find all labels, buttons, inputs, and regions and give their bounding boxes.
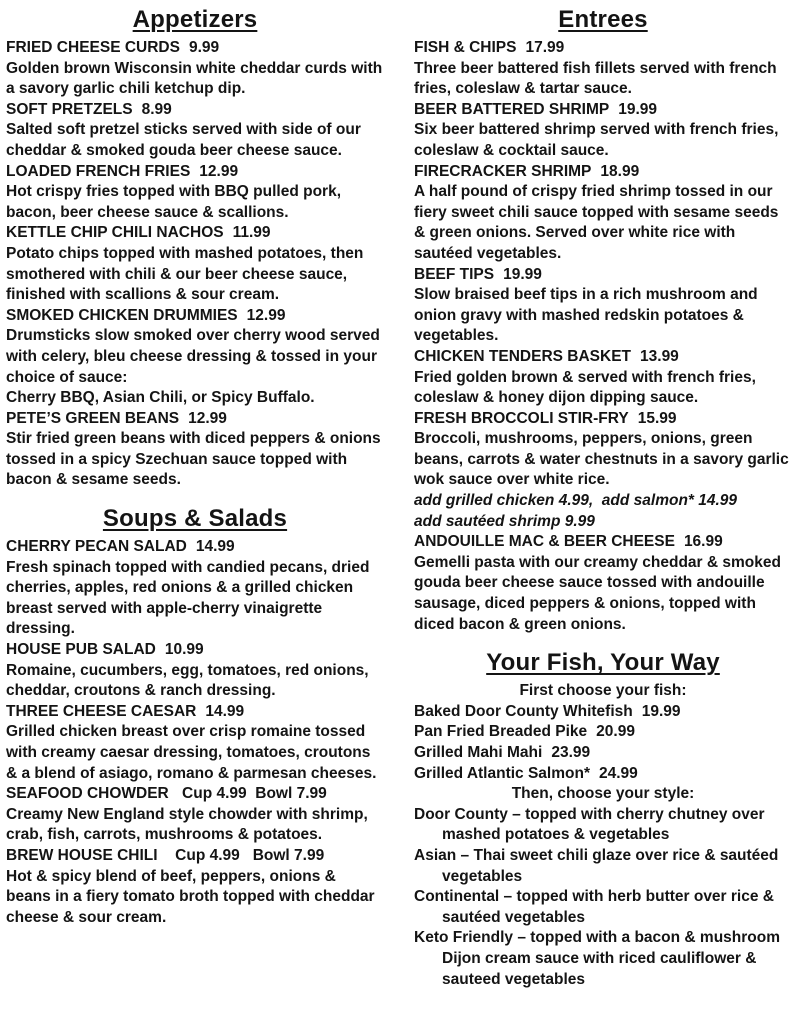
menu-item-header bbox=[6, 38, 384, 59]
menu-item bbox=[6, 100, 384, 162]
menu-item bbox=[414, 409, 792, 533]
fish-option-name: Grilled Mahi Mahi bbox=[414, 744, 543, 761]
menu-item bbox=[6, 640, 384, 702]
choose-style-label: Then, choose your style: bbox=[511, 785, 695, 803]
fish-option bbox=[414, 722, 792, 743]
menu-section-appetizers bbox=[6, 5, 387, 491]
menu-item-description: Romaine, cucumbers, egg, tomatoes, red onions, cheddar, croutons & ranch dressing. bbox=[6, 661, 373, 700]
menu-item-description: Three beer battered fish fillets served with french fries, coleslaw & tartar sauce. bbox=[414, 59, 781, 98]
menu-item-price: 18.99 bbox=[600, 162, 640, 180]
menu-item-price: 10.99 bbox=[164, 641, 204, 659]
menu-item bbox=[6, 306, 384, 409]
menu-item bbox=[414, 265, 792, 347]
menu-item-header bbox=[414, 532, 792, 553]
menu-item-name: SEAFOOD CHOWDER bbox=[6, 785, 169, 803]
menu-item bbox=[6, 38, 387, 100]
menu-item-description: Drumsticks slow smoked over cherry wood served with celery, bleu cheese dressing & tossed in your choice of sauce: bbox=[6, 327, 385, 386]
menu-item-description: Broccoli, mushrooms, peppers, onions, green beans, carrots & water chestnuts in a savory garlic wok sauce over white rice. bbox=[414, 430, 794, 489]
menu-item-price: 13.99 bbox=[640, 347, 679, 365]
menu-item bbox=[414, 38, 792, 100]
fish-option bbox=[414, 764, 792, 785]
menu-item-description: Stir fried green beans with diced peppers & onions tossed in a spicy Szechuan sauce topped with bacon & sesame seeds. bbox=[6, 430, 385, 489]
menu-item-header bbox=[6, 162, 384, 183]
menu-item-header bbox=[6, 784, 384, 805]
menu-item-header bbox=[6, 537, 384, 558]
menu-item-price: 11.99 bbox=[232, 224, 271, 242]
menu-item bbox=[6, 784, 384, 846]
menu-item-description: Gemelli pasta with our creamy cheddar & smoked gouda beer cheese sauce tossed with andouille sausage, diced peppers & onions, topped with diced bacon & green onions. bbox=[414, 553, 786, 633]
menu-item-description: Hot & spicy blend of beef, peppers, onions & beans in a fiery tomato broth topped with cheddar cheese & sour cream. bbox=[6, 867, 379, 926]
fish-option-price: 24.99 bbox=[599, 764, 638, 782]
menu-item-name: HOUSE PUB SALAD bbox=[6, 641, 156, 659]
menu-item-price: 17.99 bbox=[525, 39, 565, 56]
menu-column-left bbox=[6, 5, 387, 990]
menu-item-description: Cherry BBQ, Asian Chili, or Spicy Buffalo. bbox=[6, 389, 315, 407]
menu-item-description: Golden brown Wisconsin white cheddar curds with a savory garlic chili ketchup dip. bbox=[6, 59, 387, 98]
menu-item-price: 8.99 bbox=[141, 100, 172, 118]
menu-item-price: 12.99 bbox=[199, 162, 239, 180]
menu-column-right bbox=[414, 5, 792, 990]
menu-item-header bbox=[6, 100, 384, 121]
menu-item bbox=[414, 100, 792, 162]
menu-item-name: FIRECRACKER SHRIMP bbox=[414, 162, 592, 180]
style-option: Continental – topped with herb butter over rice & sautéed vegetables bbox=[414, 888, 779, 926]
menu-item-price: 19.99 bbox=[618, 100, 657, 118]
menu-item-name: FRIED CHEESE CURDS bbox=[6, 39, 180, 56]
menu-item bbox=[414, 162, 792, 265]
menu-item-name: LOADED FRENCH FRIES bbox=[6, 162, 191, 180]
menu-item-description: Salted soft pretzel sticks served with side of our cheddar & smoked gouda beer cheese sauce. bbox=[6, 121, 366, 159]
menu-item-price: 9.99 bbox=[188, 39, 220, 56]
menu-item bbox=[6, 409, 384, 491]
menu-item-addon: add sautéed shrimp 9.99 bbox=[414, 512, 595, 530]
menu-item-header bbox=[414, 265, 792, 286]
menu-section-your-fish-your-way bbox=[414, 648, 792, 990]
section-title: Entrees bbox=[558, 6, 648, 33]
menu-item-description: A half pound of crispy fried shrimp tossed in our fiery sweet chili sauce topped with sesame seeds & green onions. Served over white rice with sautéed vegetables. bbox=[414, 183, 783, 262]
menu-item-name: FISH & CHIPS bbox=[414, 39, 517, 56]
menu-item-description: Six beer battered shrimp served with french fries, coleslaw & cocktail sauce. bbox=[414, 121, 783, 159]
menu-item-addon: add grilled chicken 4.99, add salmon* 14.99 bbox=[414, 492, 738, 510]
fish-option-price: 19.99 bbox=[641, 702, 681, 720]
menu-item-name: KETTLE CHIP CHILI NACHOS bbox=[6, 224, 224, 242]
menu-item-name: PETE’S GREEN BEANS bbox=[6, 409, 180, 427]
menu-section-entrees bbox=[414, 5, 792, 635]
section-title: Soups & Salads bbox=[102, 505, 288, 533]
fish-option bbox=[414, 743, 792, 764]
menu-item-name: ANDOUILLE MAC & BEER CHEESE bbox=[414, 533, 675, 551]
menu-item-price: 19.99 bbox=[503, 265, 542, 283]
menu-item-description: Grilled chicken breast over crisp romaine tossed with creamy caesar dressing, tomatoes, croutons & a blend of asiago, romano & parmesan cheeses. bbox=[6, 723, 377, 782]
menu-item-price: 14.99 bbox=[195, 538, 235, 556]
menu-item-name: BREW HOUSE CHILI bbox=[6, 846, 158, 864]
menu-item-description: Hot crispy fries topped with BBQ pulled pork, bacon, beer cheese sauce & scallions. bbox=[6, 183, 346, 221]
menu-item-name: THREE CHEESE CAESAR bbox=[6, 702, 197, 720]
menu-item-header bbox=[6, 223, 384, 244]
style-option: Door County – topped with cherry chutney over mashed potatoes & vegetables bbox=[414, 805, 769, 844]
choose-fish-label: First choose your fish: bbox=[519, 682, 687, 700]
menu-item-price: 12.99 bbox=[188, 409, 227, 427]
menu-item-header bbox=[6, 306, 384, 327]
menu-item-header bbox=[6, 846, 384, 867]
style-option: Keto Friendly – topped with a bacon & mushroom Dijon cream sauce with riced cauliflower & sauteed vegetables bbox=[414, 929, 785, 988]
menu-item bbox=[414, 347, 792, 409]
menu-item-price: Cup 4.99 Bowl 7.99 bbox=[177, 785, 327, 803]
menu-item-name: BEER BATTERED SHRIMP bbox=[414, 100, 610, 118]
menu-item bbox=[6, 537, 384, 640]
menu-item-header bbox=[6, 640, 384, 661]
menu-item-name: SMOKED CHICKEN DRUMMIES bbox=[6, 306, 238, 324]
menu-item-header bbox=[414, 38, 792, 59]
menu-item-header bbox=[414, 347, 792, 368]
fish-option bbox=[414, 702, 792, 723]
menu-item-header bbox=[414, 409, 792, 430]
menu-item-price: Cup 4.99 Bowl 7.99 bbox=[166, 846, 325, 864]
menu-item bbox=[6, 702, 384, 784]
menu-item-name: SOFT PRETZELS bbox=[6, 100, 133, 118]
menu-item bbox=[6, 223, 384, 305]
menu-item-name: BEEF TIPS bbox=[414, 265, 495, 283]
menu-item bbox=[414, 532, 792, 635]
style-option: Asian – Thai sweet chili glaze over rice & sautéed vegetables bbox=[414, 846, 783, 885]
menu-item-name: FRESH BROCCOLI STIR-FRY bbox=[414, 409, 629, 427]
menu-item-description: Fried golden brown & served with french fries, coleslaw & honey dijon dipping sauce. bbox=[414, 368, 761, 407]
menu-item-description: Creamy New England style chowder with shrimp, crab, fish, carrots, mushrooms & potatoes. bbox=[6, 805, 373, 844]
menu-item bbox=[6, 162, 384, 224]
menu-item-name: CHICKEN TENDERS BASKET bbox=[414, 347, 632, 365]
fish-option-price: 23.99 bbox=[551, 744, 591, 761]
menu-section-soups-salads bbox=[6, 504, 384, 928]
menu-item-description: Fresh spinach topped with candied pecans, dried cherries, apples, red onions & a grilled chicken breast served with apple-cherry vinaigrette dressing. bbox=[6, 558, 374, 638]
menu-item-price: 14.99 bbox=[205, 702, 245, 720]
section-title: Appetizers bbox=[132, 6, 258, 33]
fish-option-price: 20.99 bbox=[596, 723, 635, 741]
menu-item-header bbox=[6, 409, 384, 430]
menu-item-description: Slow braised beef tips in a rich mushroom and onion gravy with mashed redskin potatoes & vegetables. bbox=[414, 286, 762, 345]
menu-item-price: 15.99 bbox=[637, 409, 677, 427]
menu-item-name: CHERRY PECAN SALAD bbox=[6, 538, 187, 556]
menu-item-header bbox=[6, 702, 384, 723]
fish-option-name: Baked Door County Whitefish bbox=[414, 702, 633, 720]
fish-option-name: Grilled Atlantic Salmon* bbox=[414, 764, 590, 782]
menu-item-description: Potato chips topped with mashed potatoes, then smothered with chili & our beer cheese sauce, finished with scallions & sour cream. bbox=[6, 244, 368, 304]
menu-item-header bbox=[414, 162, 792, 183]
menu-item-price: 12.99 bbox=[246, 306, 286, 324]
fish-option-name: Pan Fried Breaded Pike bbox=[414, 723, 588, 741]
menu-item-header bbox=[414, 100, 792, 121]
menu-item-price: 16.99 bbox=[683, 533, 723, 551]
menu-item bbox=[6, 846, 384, 928]
section-title: Your Fish, Your Way bbox=[486, 649, 720, 677]
